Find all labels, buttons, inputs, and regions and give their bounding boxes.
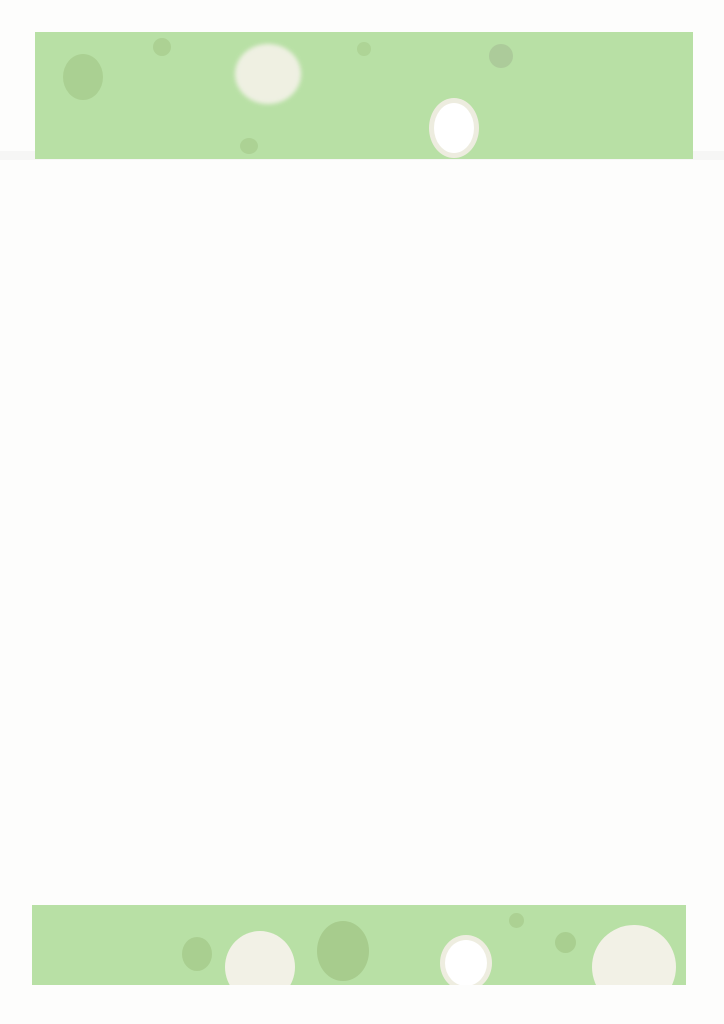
decor-dot [357, 42, 371, 56]
decor-dot [225, 931, 295, 985]
decor-dot [317, 921, 369, 981]
decor-dot [153, 38, 171, 56]
decor-dot [240, 138, 258, 154]
decor-dot [235, 44, 301, 104]
decor-dot [509, 913, 524, 928]
decor-dot [555, 932, 576, 953]
decor-dot [63, 54, 103, 100]
fern-leaf-icon [452, 0, 724, 230]
decor-dot [440, 935, 492, 985]
fern-leaf-icon [16, 878, 228, 1024]
decor-dot [592, 925, 676, 985]
